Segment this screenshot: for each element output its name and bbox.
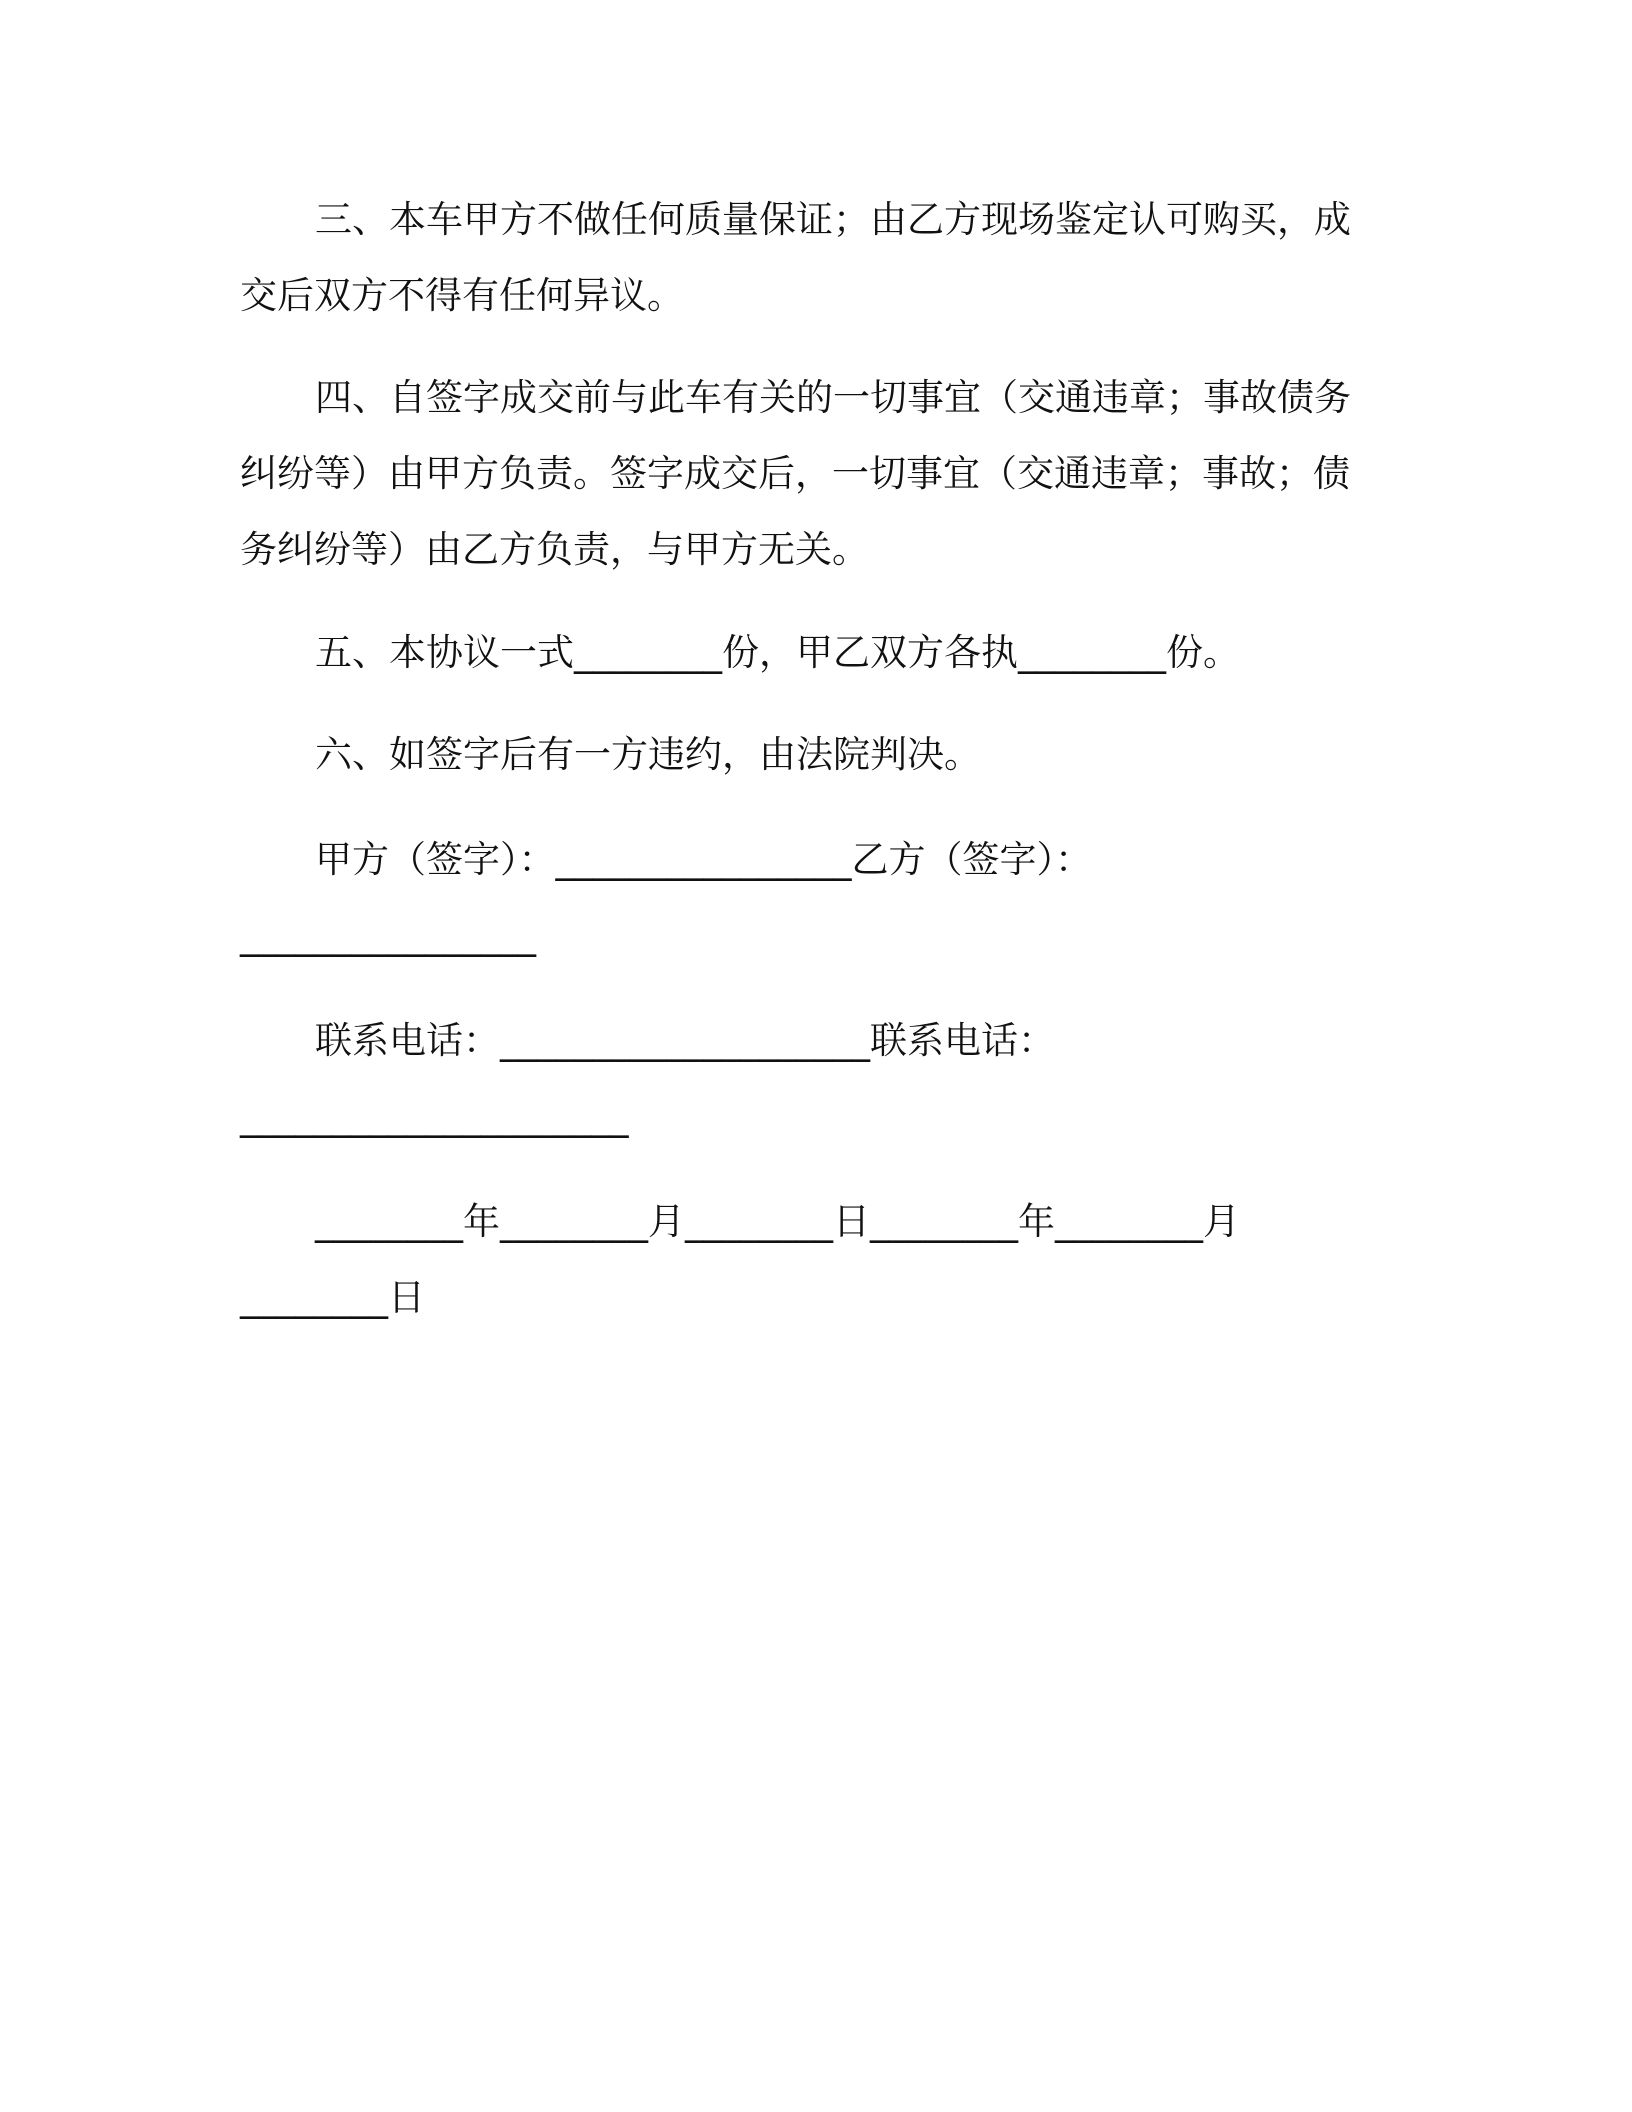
clause-4-line-3: 务纠纷等）由乙方负责，与甲方无关。 [240,528,869,571]
date-line-1: ________年________月________日________年________月 [315,1200,1240,1243]
clause-5: 五、本协议一式________份，甲乙双方各执________份。 [315,631,1240,674]
clause-4-line-2: 纠纷等）由甲方负责。签字成交后，一切事宜（交通违章；事故；债 [240,452,1350,495]
date-line-2: ________日 [240,1276,425,1319]
clause-3-line-1: 三、本车甲方不做任何质量保证；由乙方现场鉴定认可购买，成 [315,198,1351,241]
clause-4-line-1: 四、自签字成交前与此车有关的一切事宜（交通违章；事故债务 [315,376,1351,419]
signature-line-2: ________________ [240,914,536,957]
contact-line-1: 联系电话：____________________联系电话： [315,1019,1055,1062]
contact-line-2: _____________________ [240,1095,629,1138]
signature-line-1: 甲方（签字）：________________乙方（签字）： [315,838,1092,881]
clause-6: 六、如签字后有一方违约，由法院判决。 [315,733,981,776]
clause-3-line-2: 交后双方不得有任何异议。 [240,274,684,317]
